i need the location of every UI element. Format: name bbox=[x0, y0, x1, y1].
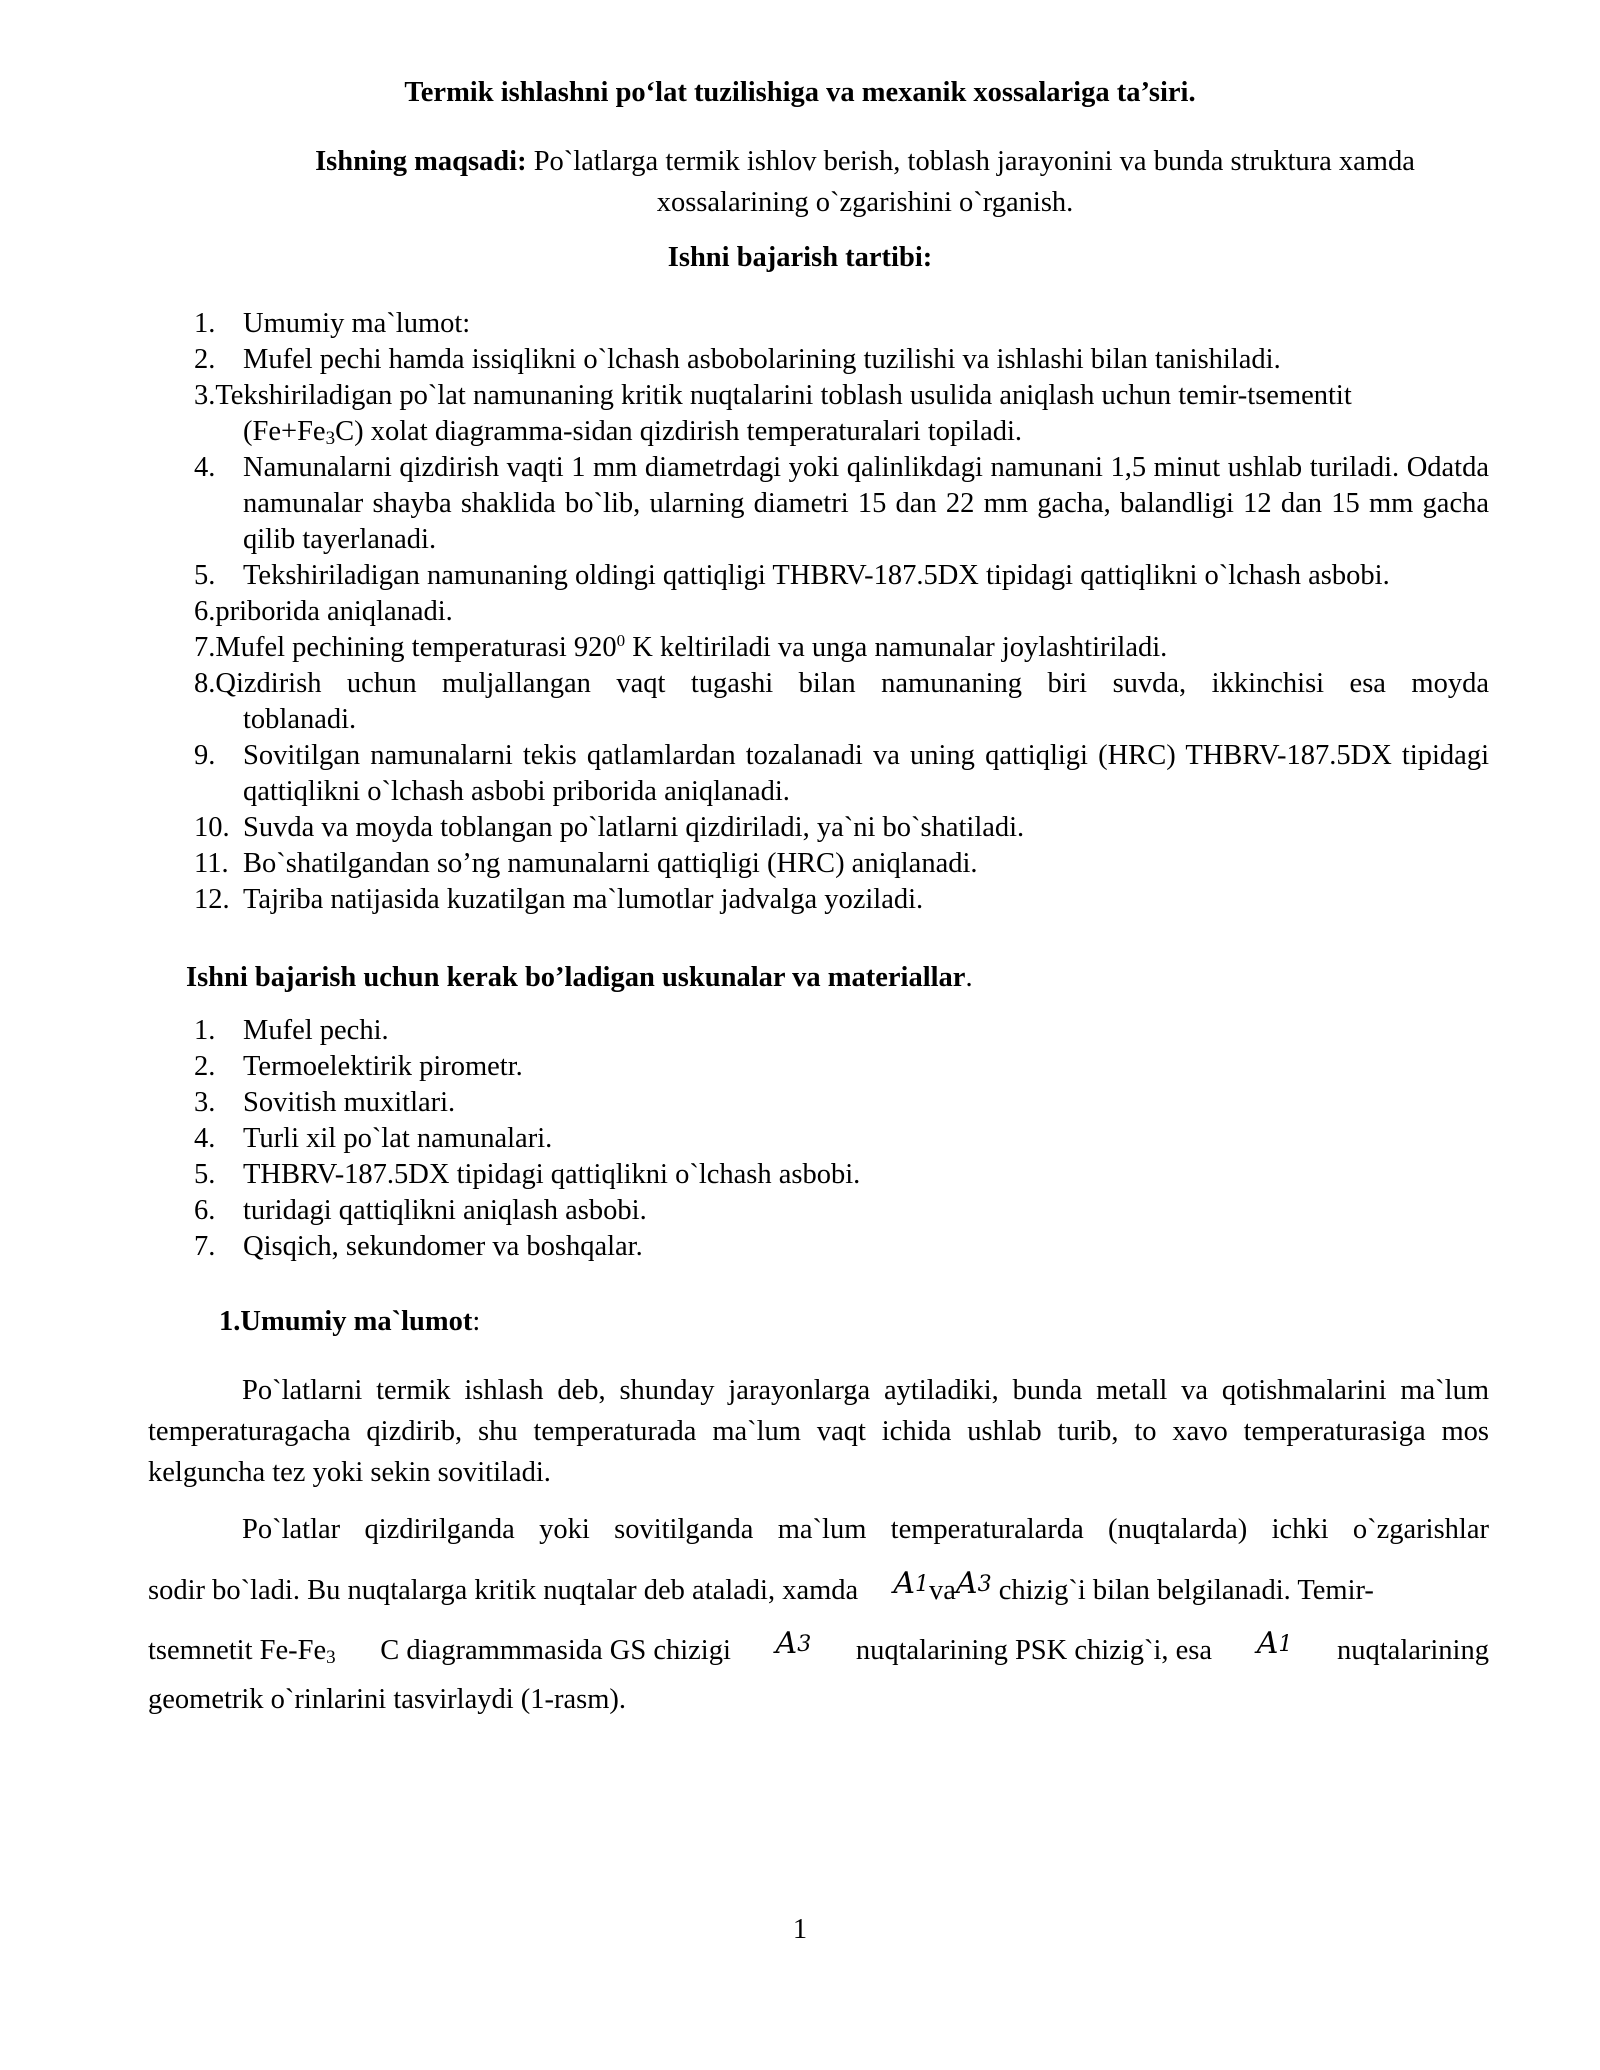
list-item bbox=[0, 738, 1600, 810]
list-text: Termoelektirik pirometr. bbox=[243, 1051, 523, 1082]
purpose-text: Po`latlarga termik ishlov berish, toblash jarayonini va bunda struktura xamda xossalarining o`zgarishini o`rganish. bbox=[526, 146, 1415, 218]
list-item bbox=[0, 846, 1600, 882]
list-number: 3. bbox=[194, 1087, 216, 1118]
list-number: 4. bbox=[194, 452, 216, 483]
symbol-a1: A1 bbox=[893, 1566, 929, 1601]
list-text: Umumiy ma`lumot: bbox=[243, 308, 471, 339]
list-number: 4. bbox=[194, 1123, 216, 1154]
list-number: 1. bbox=[194, 308, 216, 339]
list-item bbox=[0, 1085, 1600, 1121]
list-item bbox=[0, 1013, 1600, 1049]
list-number: 1. bbox=[194, 1015, 216, 1046]
list-number: 2. bbox=[194, 1051, 216, 1082]
list-item bbox=[0, 1157, 1600, 1193]
symbol-a3: A3 bbox=[955, 1566, 992, 1601]
list-text: Sovitilgan namunalarni tekis qatlamlardan tozalanadi va uning qattiqligi (HRC) THBRV-187.5DX tipidagi qattiqlikni o`lchash asbobi priborida aniqlanadi. bbox=[243, 740, 1489, 807]
list-text: 7.Mufel pechining temperaturasi $920^0$ K keltiriladi va unga namunalar joylashtiriladi. bbox=[194, 631, 1168, 663]
list-text: Tajriba natijasida kuzatilgan ma`lumotlar jadvalga yoziladi. bbox=[243, 884, 924, 915]
list-text: 8.Qizdirish uchun muljallangan vaqt tugashi bilan namunaning biri suvda, ikkinchisi esa moyda bbox=[194, 668, 1489, 699]
paragraph-critical-points-line2: sodir bo`ladi. Bu nuqtalarga kritik nuqtalar deb ataladi, xamda A1vaA3 chizig`i bilan belgilanadi. Temir- bbox=[148, 1566, 1374, 1606]
list-text: Sovitish muxitlari. bbox=[243, 1087, 456, 1118]
list-number: 7. bbox=[194, 1231, 216, 1262]
paragraph-critical-points-line1: Po`latlar qizdirilganda yoki sovitilganda ma`lum temperaturalarda (nuqtalarda) ichki o`zgarishlar bbox=[242, 1514, 1489, 1545]
list-text: 3.Tekshiriladigan po`lat namunaning kritik nuqtalarini toblash usulida aniqlash uchun temir-tsementit bbox=[194, 380, 1352, 411]
procedure-list bbox=[0, 306, 1600, 918]
list-text: Qisqich, sekundomer va boshqalar. bbox=[243, 1231, 643, 1262]
list-item bbox=[0, 558, 1600, 594]
list-item bbox=[0, 342, 1600, 378]
symbol-a3: A3 bbox=[775, 1626, 812, 1661]
list-number: 12. bbox=[194, 884, 230, 915]
list-text: Bo`shatilgandan so’ng namunalarni qattiqligi (HRC) aniqlanadi. bbox=[243, 848, 978, 879]
equipment-heading: Ishni bajarish uchun kerak bo’ladigan uskunalar va materiallar. bbox=[186, 962, 973, 993]
list-item bbox=[0, 666, 1600, 738]
symbol-a1: A1 bbox=[1256, 1626, 1293, 1661]
list-text: 6.priborida aniqlanadi. bbox=[194, 596, 453, 627]
list-number: 6. bbox=[194, 1195, 216, 1226]
list-text: THBRV-187.5DX tipidagi qattiqlikni o`lchash asbobi. bbox=[243, 1159, 861, 1190]
paragraph-heat-treatment: Po`latlarni termik ishlash deb, shunday jarayonlarga aytiladiki, bunda metall va qotishmalarini ma`lum temperaturagacha qizdirib, shu temperaturada ma`lum vaqt ichida ushlab turib, to xavo temperaturasiga mos kelguncha tez yoki sekin sovitiladi. bbox=[148, 1375, 1489, 1488]
purpose-label: Ishning maqsadi: bbox=[315, 146, 527, 177]
page-number: 1 bbox=[792, 1914, 808, 1945]
purpose-paragraph bbox=[250, 141, 1480, 223]
list-item bbox=[0, 882, 1600, 918]
list-text: Mufel pechi. bbox=[243, 1015, 389, 1046]
list-item bbox=[0, 378, 1600, 450]
list-item bbox=[0, 594, 1600, 630]
paragraph-critical-points-line3: tsemnetit $Fe-Fe_3$ C diagrammmasida GS chizigi A3 nuqtalarining PSK chizig`i, esa A1 nuqtalarining bbox=[148, 1626, 1489, 1668]
list-number: 11. bbox=[194, 848, 229, 879]
list-number: 5. bbox=[194, 560, 216, 591]
list-item bbox=[0, 810, 1600, 846]
list-item bbox=[0, 1121, 1600, 1157]
list-text: Suvda va moyda toblangan po`latlarni qizdiriladi, ya`ni bo`shatiladi. bbox=[243, 812, 1025, 843]
list-text: Turli xil po`lat namunalari. bbox=[243, 1123, 553, 1154]
list-item bbox=[0, 450, 1600, 558]
document-title: Termik ishlashni po‘lat tuzilishiga va mexanik xossalariga ta’siri. bbox=[404, 77, 1196, 108]
list-text: Mufel pechi hamda issiqlikni o`lchash asbobolarining tuzilishi va ishlashi bilan tanishiladi. bbox=[243, 344, 1281, 375]
list-item bbox=[0, 1229, 1600, 1265]
list-text: turidagi qattiqlikni aniqlash asbobi. bbox=[243, 1195, 647, 1226]
list-item bbox=[0, 1193, 1600, 1229]
list-number: 9. bbox=[194, 740, 216, 771]
general-info-heading: 1.Umumiy ma`lumot: bbox=[219, 1306, 481, 1337]
list-number: 8. bbox=[194, 668, 216, 699]
list-item bbox=[0, 630, 1600, 666]
list-item bbox=[0, 1049, 1600, 1085]
list-number: 6. bbox=[194, 596, 216, 627]
list-item bbox=[0, 306, 1600, 342]
list-number: 2. bbox=[194, 344, 216, 375]
list-number: 7. bbox=[194, 632, 216, 663]
list-text-continuation: $(Fe+Fe_3C)$ xolat diagramma-sidan qizdirish temperaturalari topiladi. bbox=[243, 416, 1023, 449]
list-number: 5. bbox=[194, 1159, 216, 1190]
list-number: 10. bbox=[194, 812, 230, 843]
equipment-list bbox=[0, 1013, 1600, 1265]
list-text-continuation: toblanadi. bbox=[243, 704, 357, 735]
paragraph-critical-points-line4: geometrik o`rinlarini tasvirlaydi (1-rasm). bbox=[148, 1684, 627, 1715]
list-text: Tekshiriladigan namunaning oldingi qattiqligi THBRV-187.5DX tipidagi qattiqlikni o`lchash asbobi. bbox=[243, 560, 1390, 591]
procedure-heading: Ishni bajarish tartibi: bbox=[667, 242, 933, 273]
list-number: 3. bbox=[194, 380, 216, 411]
list-text: Namunalarni qizdirish vaqti 1 mm diametrdagi yoki qalinlikdagi namunani 1,5 minut ushlab turiladi. Odatda namunalar shayba shaklida bo`lib, ularning diametri 15 dan 22 mm gacha, balandligi 12 dan 15 mm gacha qilib tayerlanadi. bbox=[243, 452, 1489, 555]
